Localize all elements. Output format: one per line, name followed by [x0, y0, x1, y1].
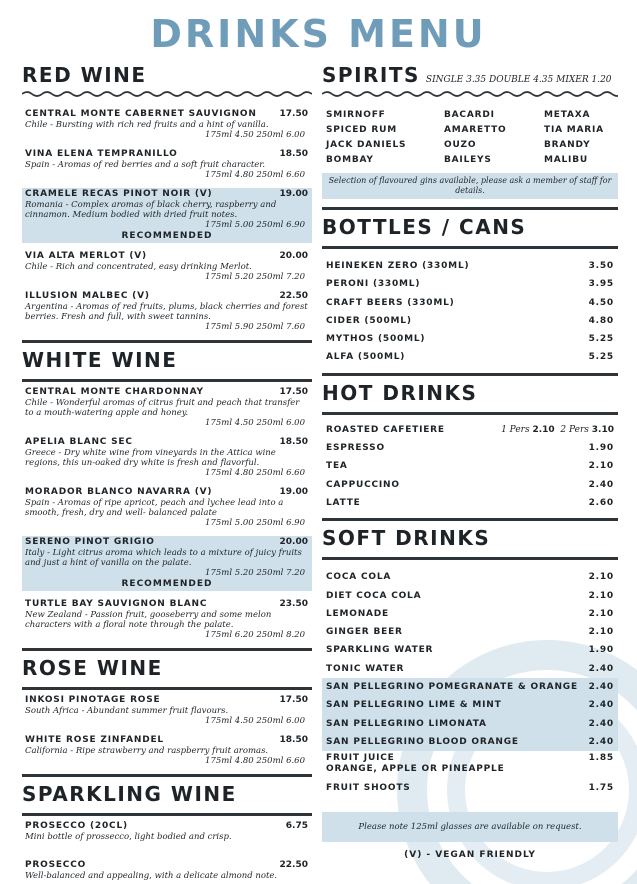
- list-item: PERONI (330ML) 3.95: [326, 279, 614, 290]
- hot-drinks-list: [322, 421, 618, 512]
- menu-title: DRINKS MENU: [150, 12, 487, 56]
- list-item: CAPPUCCINO 2.40: [326, 479, 614, 490]
- section-divider: [22, 774, 312, 777]
- section-divider: [322, 557, 618, 560]
- section-divider: [22, 648, 312, 651]
- spirit-name: JACK DANIELS: [326, 140, 407, 150]
- red-wine-heading: RED WINE: [22, 63, 147, 87]
- list-item-highlighted: SAN PELLEGRINO LIME & MINT 2.40: [322, 696, 618, 714]
- list-item: LEMONADE 2.10: [326, 608, 614, 619]
- menu-item: PROSECCO (20CL) 6.75 Mini bottle of prossecco, light bodied and crisp.: [25, 821, 308, 842]
- spirit-name: MALIBU: [544, 155, 588, 165]
- menu-item-recommended: CRAMELE RECAS PINOT NOIR (V) 19.00 Romania - Complex aromas of black cherry, raspberry and cinnamon. Medium bodied with dried fruit notes. 175ml 5.00 250ml 6.90 RECOMMENDED: [22, 188, 312, 243]
- list-item: HEINEKEN ZERO (330ML) 3.50: [326, 261, 614, 271]
- recommended-label: RECOMMENDED: [121, 579, 213, 589]
- section-divider: [22, 340, 312, 343]
- menu-item: WHITE ROSE ZINFANDEL 18.50 California - Ripe strawberry and raspberry fruit aromas. 175ml 4.80 250ml 6.60: [25, 735, 308, 766]
- section-divider: [22, 687, 312, 690]
- bottles-heading: BOTTLES / CANS: [322, 215, 527, 239]
- wavy-divider: [322, 90, 618, 98]
- menu-item: PROSECCO 22.50 Well-balanced and appealing, with a delicate almond note.: [25, 860, 308, 881]
- spirit-name: SMIRNOFF: [326, 110, 386, 120]
- glass-size-note: Please note 125ml glasses are available on request.: [322, 812, 618, 842]
- section-divider: [322, 518, 618, 521]
- list-item: CRAFT BEERS (330ML) 4.50: [326, 297, 614, 308]
- spirit-name: BOMBAY: [326, 155, 374, 165]
- list-item: DIET COCA COLA 2.10: [326, 590, 614, 601]
- hot-drinks-heading: HOT DRINKS: [322, 380, 478, 405]
- spirit-name: AMARETTO: [444, 125, 507, 135]
- list-item: TEA 2.10: [326, 461, 614, 472]
- list-item: LATTE 2.60: [326, 497, 614, 508]
- list-item-highlighted: SAN PELLEGRINO POMEGRANATE & ORANGE 2.40: [322, 678, 618, 696]
- list-item: FRUIT SHOOTS 1.75: [326, 783, 614, 794]
- bottles-list: [322, 257, 618, 367]
- spirits-prices: SINGLE 3.35 DOUBLE 4.35 MIXER 1.20: [425, 75, 612, 85]
- list-item: SPARKLING WATER 1.90: [326, 645, 614, 656]
- sparkling-wine-heading: SPARKLING WINE: [22, 782, 237, 806]
- section-divider: [322, 246, 618, 249]
- spirits-list: [322, 108, 618, 167]
- list-item: ROASTED CAFETIERE 1 Pers 2.10 2 Pers 3.10: [322, 421, 618, 439]
- wavy-divider: [22, 90, 312, 98]
- white-wine-heading: WHITE WINE: [22, 348, 178, 372]
- spirit-name: BRANDY: [544, 140, 591, 150]
- list-item-highlighted: SAN PELLEGRINO LIMONATA 2.40: [322, 715, 618, 733]
- menu-item: CENTRAL MONTE CHARDONNAY 17.50 Chile - Wonderful aromas of citrus fruit and peach that transfer to a mouth-watering apple and honey. 175ml 4.50 250ml 6.00: [25, 387, 308, 428]
- spirits-heading: SPIRITS SINGLE 3.35 DOUBLE 4.35 MIXER 1.20: [322, 63, 612, 87]
- section-divider: [22, 379, 312, 382]
- list-item: ESPRESSO 1.90: [326, 443, 614, 454]
- menu-item: INKOSI PINOTAGE ROSE 17.50 South Africa - Abundant summer fruit flavours. 175ml 4.50 250ml 6.00: [25, 695, 308, 726]
- section-divider: [322, 373, 618, 376]
- spirit-name: TIA MARIA: [544, 125, 604, 135]
- section-divider: [322, 207, 618, 210]
- list-item-highlighted: SAN PELLEGRINO BLOOD ORANGE 2.40: [322, 733, 618, 751]
- section-divider: [22, 813, 312, 816]
- cafetiere-prices: 1 Pers 2.10 2 Pers 3.10: [501, 424, 614, 435]
- menu-item: CENTRAL MONTE CABERNET SAUVIGNON 17.50 Chile - Bursting with rich red fruits and a hint of vanilla. 175ml 4.50 250ml 6.00: [25, 109, 308, 140]
- list-item: COCA COLA 2.10: [326, 572, 614, 583]
- list-item: TONIC WATER 2.40: [326, 663, 614, 674]
- menu-item: VINA ELENA TEMPRANILLO 18.50 Spain - Aromas of red berries and a soft fruit character. 175ml 4.80 250ml 6.60: [25, 149, 308, 180]
- soft-drinks-list: [322, 568, 618, 797]
- rose-wine-heading: ROSE WINE: [22, 656, 163, 680]
- gin-note: Selection of flavoured gins available, please ask a member of staff for details.: [322, 173, 618, 199]
- list-item: FRUIT JUICE ORANGE, APPLE OR PINEAPPLE 1.85: [326, 753, 614, 775]
- list-item: GINGER BEER 2.10: [326, 627, 614, 638]
- menu-item: MORADOR BLANCO NAVARRA (V) 19.00 Spain - Aromas of ripe apricot, peach and lychee lead into a smooth, fresh, dry and well- balanced palate 175ml 5.00 250ml 6.90: [25, 487, 308, 528]
- section-divider: [322, 412, 618, 415]
- spirit-name: OUZO: [444, 140, 477, 150]
- recommended-label: RECOMMENDED: [121, 231, 213, 241]
- spirit-name: BAILEYS: [444, 155, 492, 165]
- spirit-name: BACARDI: [444, 110, 495, 120]
- menu-item: APELIA BLANC SEC 18.50 Greece - Dry white wine from vineyards in the Attica wine regions, this un-oaked dry white is fresh and flavorful. 175ml 4.80 250ml 6.60: [25, 437, 308, 478]
- vegan-legend: (V) - VEGAN FRIENDLY: [404, 849, 536, 860]
- spirit-name: METAXA: [544, 110, 591, 120]
- right-column: [322, 62, 618, 860]
- menu-item: VIA ALTA MERLOT (V) 20.00 Chile - Rich and concentrated, easy drinking Merlot. 175ml 5.20 250ml 7.20: [25, 251, 308, 282]
- list-item: MYTHOS (500ML) 5.25: [326, 334, 614, 345]
- list-item: CIDER (500ML) 4.80: [326, 315, 614, 326]
- spirit-name: SPICED RUM: [326, 125, 397, 135]
- left-column: [22, 62, 312, 884]
- menu-item: TURTLE BAY SAUVIGNON BLANC 23.50 New Zealand - Passion fruit, gooseberry and some melon characters with a floral note through the palate. 175ml 6.20 250ml 8.20: [25, 599, 308, 640]
- menu-item: ILLUSION MALBEC (V) 22.50 Argentina - Aromas of red fruits, plums, black cherries and forest berries. Fresh and full, with sweet tannins. 175ml 5.90 250ml 7.60: [25, 291, 308, 332]
- soft-drinks-heading: SOFT DRINKS: [322, 526, 491, 551]
- list-item: ALFA (500ML) 5.25: [326, 352, 614, 363]
- menu-item-recommended: SERENO PINOT GRIGIO 20.00 Italy - Light citrus aroma which leads to a mixture of juicy fruits and just a hint of vanilla on the palate. 175ml 5.20 250ml 7.20 RECOMMENDED: [22, 536, 312, 591]
